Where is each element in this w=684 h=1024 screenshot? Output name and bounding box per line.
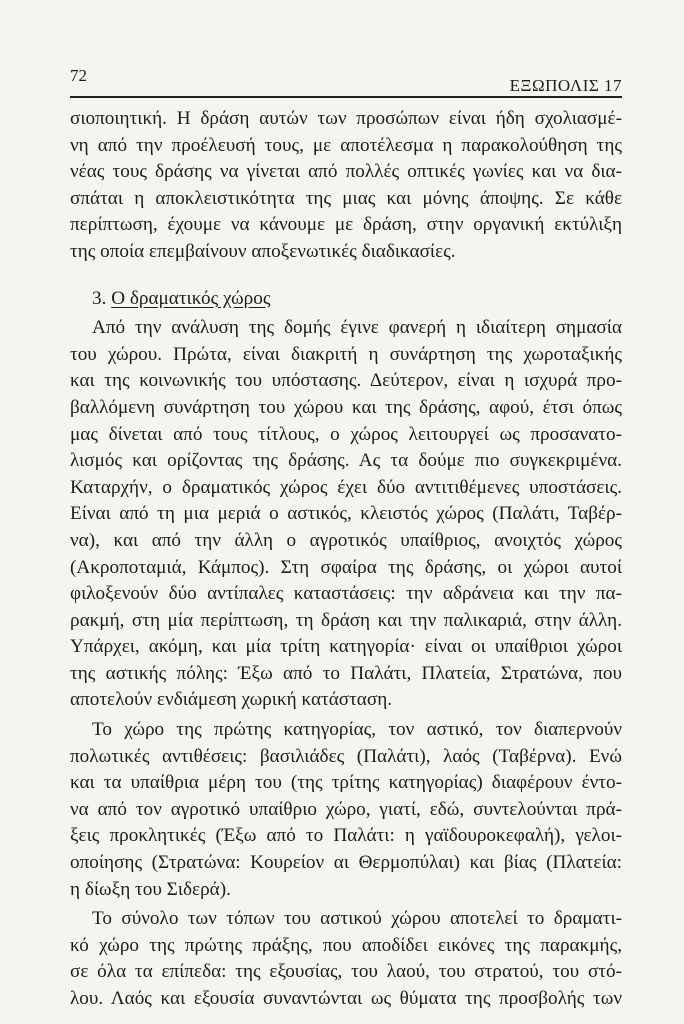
text-line: Καταρχήν, ο δραματικός χώρος έχει δύο αντιτιθέμενες υποστάσεις. — [70, 476, 622, 498]
text-line: λου. Λαός και εξουσία συναντώνται ως θύματα της προσβολής των — [70, 988, 622, 1009]
text-line: μας δίνεται από τους τίτλους, ο χώρος λειτουργεί ως προσανατο- — [70, 423, 622, 445]
text-line: (Ακροποταμιά, Κάμπος). Στη σφαίρα της δράσης, οι χώροι αυτοί — [70, 556, 622, 578]
text-line: Το χώρο της πρώτης κατηγορίας, τον αστικό, τον διαπερνούν — [92, 719, 622, 741]
text-line: σιοποιητική. Η δράση αυτών των προσώπων είναι ήδη σχολιασμέ- — [70, 108, 622, 129]
text-line: να), και από την άλλη ο αγροτικός υπαίθριος, ανοιχτός χώρος — [70, 529, 622, 551]
section-heading — [70, 286, 622, 313]
text-line: πολωτικές αντιθέσεις: βασιλιάδες (Παλάτι), λαός (Ταβέρνα). Ενώ — [70, 745, 622, 767]
text-line: Είναι από τη μια μεριά ο αστικός, κλειστός χώρος (Παλάτι, Ταβέρ- — [70, 503, 622, 525]
text-line: νέας τους δράσης να γίνεται από πολλές οπτικές γωνίες και να δια- — [70, 161, 622, 183]
text-line: ξεις προκλητικές (Έξω από το Παλάτι: η γαϊδουροκεφαλή), γελοι- — [70, 825, 622, 847]
text-line: να από τον αγροτικό υπαίθριο χώρο, γιατί, εδώ, συντελούνται πρά- — [70, 798, 622, 820]
text-line: του χώρου. Πρώτα, είναι διακριτή η συνάρτηση της χωροταξικής — [70, 343, 622, 365]
text-line: νη από την προέλευσή τους, με αποτέλεσμα η παρακολούθηση της — [70, 134, 622, 156]
paragraphs — [70, 315, 622, 1012]
text-line: η δίωξη του Σιδερά). — [70, 878, 231, 900]
section-title: Ο δραματικός χώρος — [111, 287, 271, 309]
running-title: ΕΞΩΠΟΛΙΣ 17 — [509, 76, 622, 95]
text-line: της οποία επεμβαίνουν αποξενωτικές διαδικασίες. — [70, 240, 456, 262]
paragraph — [70, 906, 622, 1012]
continued-paragraph — [70, 106, 622, 266]
text-line: σε όλα τα επίπεδα: της εξουσίας, του λαού, του στρατού, του στό- — [70, 961, 622, 983]
text-line: Από την ανάλυση της δομής έγινε φανερή η ιδιαίτερη σημασία — [92, 317, 622, 339]
text-line: περίπτωση, έχουμε να κάνουμε με δράση, στην οργανική εκτύλιξη — [70, 214, 622, 236]
page-number: 72 — [70, 66, 87, 85]
text-line: και τα υπαίθρια μέρη του (της τρίτης κατηγορίας) διαφέρουν έντο- — [70, 772, 622, 794]
text-line: λισμός και ορίζοντας της δράσης. Ας τα δούμε πιο συγκεκριμένα. — [70, 450, 622, 472]
text-line: Υπάρχει, ακόμη, και μία τρίτη κατηγορία· είναι οι υπαίθριοι χώροι — [70, 636, 622, 658]
section-number: 3. — [92, 287, 107, 309]
text-line: οποίησης (Στρατώνα: Κουρείον αι Θερμοπύλαι) και βίας (Πλατεία: — [70, 852, 622, 874]
text-line: σπάται η αποκλειστικότητα της μιας και μόνης άποψης. Σε κάθε — [70, 187, 622, 209]
paragraph — [70, 315, 622, 714]
page-body — [70, 106, 622, 1013]
running-header — [70, 66, 622, 98]
text-line: βαλλόμενη συνάρτηση του χώρου και της δράσης, αφού, έτσι όπως — [70, 396, 622, 418]
text-line: φιλοξενούν δύο αντίπαλες καταστάσεις: την αδράνεια και την πα- — [70, 583, 622, 605]
text-line: κό χώρο της πρώτης πράξης, που αποδίδει εικόνες της παρακμής, — [70, 934, 622, 956]
text-line: ρακμή, στη μία περίπτωση, τη δράση και την παλικαριά, στην άλλη. — [70, 609, 622, 631]
paragraph — [70, 717, 622, 903]
text-line: και της κοινωνικής του υπόστασης. Δεύτερον, είναι η ισχυρά προ- — [70, 370, 622, 392]
text-line: Το σύνολο των τόπων του αστικού χώρου αποτελεί το δραματι- — [92, 908, 622, 930]
text-line: αποτελούν ενδιάμεση χωρική κατάσταση. — [70, 689, 393, 711]
text-line: της αστικής πόλης: Έξω από το Παλάτι, Πλατεία, Στρατώνα, που — [70, 662, 622, 684]
